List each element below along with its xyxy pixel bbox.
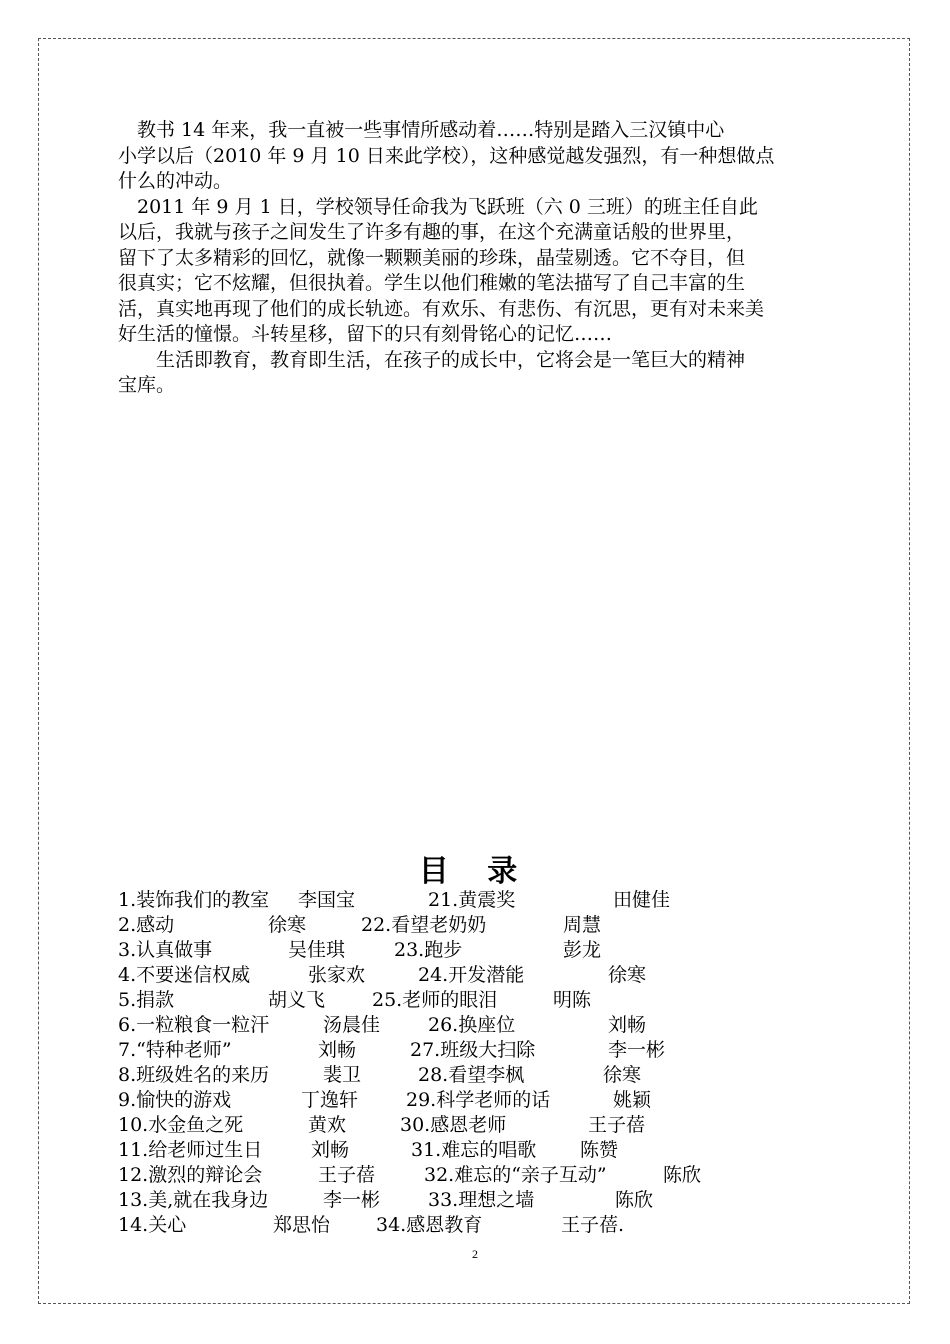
toc-entry-author: 胡义飞 [268, 989, 326, 1011]
preface-line: 活，真实地再现了他们的成长轨迹。有欢乐、有悲伤、有沉思，更有对未来美 [118, 297, 765, 320]
toc-entry-title: 8.班级姓名的来历 [118, 1064, 270, 1086]
toc-entry-author: 刘畅 [318, 1039, 357, 1061]
preface-line: 宝库。 [118, 374, 176, 396]
toc-entry-title: 14.关心 [118, 1214, 187, 1236]
toc-entry-title: 5.捐款 [118, 989, 175, 1011]
toc-row [118, 988, 838, 1013]
toc-entry-title: 26.换座位 [428, 1014, 516, 1036]
toc-list [118, 888, 838, 1238]
toc-entry-title: 31.难忘的唱歌 [411, 1139, 537, 1161]
preface-section [118, 118, 838, 399]
toc-entry-author: 张家欢 [308, 964, 366, 986]
toc-entry-author: 徐寒 [268, 914, 307, 936]
toc-entry-author: 田健佳 [613, 889, 671, 911]
toc-entry-author: 刘畅 [311, 1139, 350, 1161]
toc-entry-author: 陈欣 [663, 1164, 702, 1186]
preface-line: 教书 14 年来，我一直被一些事情所感动着……特别是踏入三汉镇中心 [118, 119, 725, 141]
toc-entry-title: 6.一粒粮食一粒汗 [118, 1014, 270, 1036]
toc-entry-title: 11.给老师过生日 [118, 1139, 263, 1161]
preface-line: 以后，我就与孩子之间发生了许多有趣的事，在这个充满童话般的世界里， [118, 221, 746, 243]
toc-entry-author: 周慧 [563, 914, 602, 936]
preface-line: 2011 年 9 月 1 日，学校领导任命我为飞跃班（六 0 三班）的班主任自此 [118, 195, 758, 218]
preface-line: 好生活的憧憬。斗转星移，留下的只有刻骨铭心的记忆…… [118, 323, 613, 345]
toc-row [118, 938, 838, 963]
preface-line: 很真实；它不炫耀，但很执着。学生以他们稚嫩的笔法描写了自己丰富的生 [118, 272, 746, 294]
toc-entry-author: 王子蓓 [318, 1164, 376, 1186]
toc-row [118, 963, 838, 988]
toc-entry-title: 7.“特种老师” [118, 1039, 232, 1061]
toc-entry-author: 王子蓓. [561, 1214, 625, 1236]
toc-entry-title: 13.美,就在我身边 [118, 1189, 269, 1211]
toc-entry-author: 明陈 [553, 989, 592, 1011]
toc-row [118, 1013, 838, 1038]
toc-row [118, 1188, 838, 1213]
preface-line: 什么的冲动。 [118, 170, 233, 192]
toc-entry-title: 12.激烈的辩论会 [118, 1164, 263, 1186]
toc-entry-author: 陈欣 [615, 1189, 654, 1211]
toc-entry-title: 29.科学老师的话 [406, 1089, 551, 1111]
toc-row [118, 1213, 838, 1238]
toc-entry-author: 丁逸轩 [301, 1089, 359, 1111]
toc-entry-title: 32.难忘的“亲子互动” [424, 1164, 607, 1186]
toc-entry-title: 24.开发潜能 [418, 964, 525, 986]
toc-entry-title: 33.理想之墙 [428, 1189, 535, 1211]
toc-entry-title: 3.认真做事 [118, 939, 213, 961]
toc-row [118, 1088, 838, 1113]
toc-entry-title: 22.看望老奶奶 [361, 914, 487, 936]
toc-entry-author: 郑思怡 [273, 1214, 331, 1236]
toc-entry-title: 27.班级大扫除 [410, 1039, 536, 1061]
toc-entry-title: 21.黄震奖 [428, 889, 516, 911]
toc-entry-title: 10.水金鱼之死 [118, 1114, 244, 1136]
toc-entry-author: 黄欢 [308, 1114, 347, 1136]
toc-entry-title: 9.愉快的游戏 [118, 1089, 232, 1111]
toc-entry-author: 李国宝 [298, 889, 356, 911]
toc-row [118, 888, 838, 913]
toc-entry-author: 王子蓓 [588, 1114, 646, 1136]
toc-entry-author: 李一彬 [608, 1039, 666, 1061]
toc-entry-title: 1.装饰我们的教室 [118, 889, 270, 911]
toc-row [118, 1138, 838, 1163]
toc-entry-author: 徐寒 [608, 964, 647, 986]
toc-entry-author: 李一彬 [323, 1189, 381, 1211]
toc-row [118, 1163, 838, 1188]
toc-row [118, 1113, 838, 1138]
toc-entry-author: 刘畅 [608, 1014, 647, 1036]
preface-line: 留下了太多精彩的回忆，就像一颗颗美丽的珍珠，晶莹剔透。它不夺目，但 [118, 246, 746, 269]
toc-entry-author: 徐寒 [603, 1064, 642, 1086]
toc-entry-title: 4.不要迷信权威 [118, 964, 251, 986]
toc-entry-title: 34.感恩教育 [376, 1214, 483, 1236]
toc-entry-author: 裴卫 [323, 1064, 362, 1086]
preface-line: 小学以后（2010 年 9 月 10 日来此学校），这种感觉越发强烈，有一种想做点 [118, 144, 775, 167]
toc-row [118, 1038, 838, 1063]
toc-entry-title: 23.跑步 [394, 939, 463, 961]
toc-entry-title: 2.感动 [118, 914, 175, 936]
toc-entry-author: 彭龙 [563, 939, 602, 961]
toc-heading: 目 录 [418, 854, 532, 889]
toc-entry-author: 陈赞 [580, 1139, 619, 1161]
page-number: 2 [472, 1247, 478, 1261]
toc-entry-author: 吴佳琪 [288, 939, 346, 961]
toc-entry-title: 25.老师的眼泪 [372, 989, 498, 1011]
toc-entry-title: 30.感恩老师 [400, 1114, 507, 1136]
toc-entry-title: 28.看望李枫 [418, 1064, 525, 1086]
toc-row [118, 913, 838, 938]
toc-row [118, 1063, 838, 1088]
toc-entry-author: 姚颖 [613, 1089, 652, 1111]
toc-entry-author: 汤晨佳 [323, 1014, 381, 1036]
preface-line: 生活即教育，教育即生活，在孩子的成长中，它将会是一笔巨大的精神 [118, 348, 746, 371]
